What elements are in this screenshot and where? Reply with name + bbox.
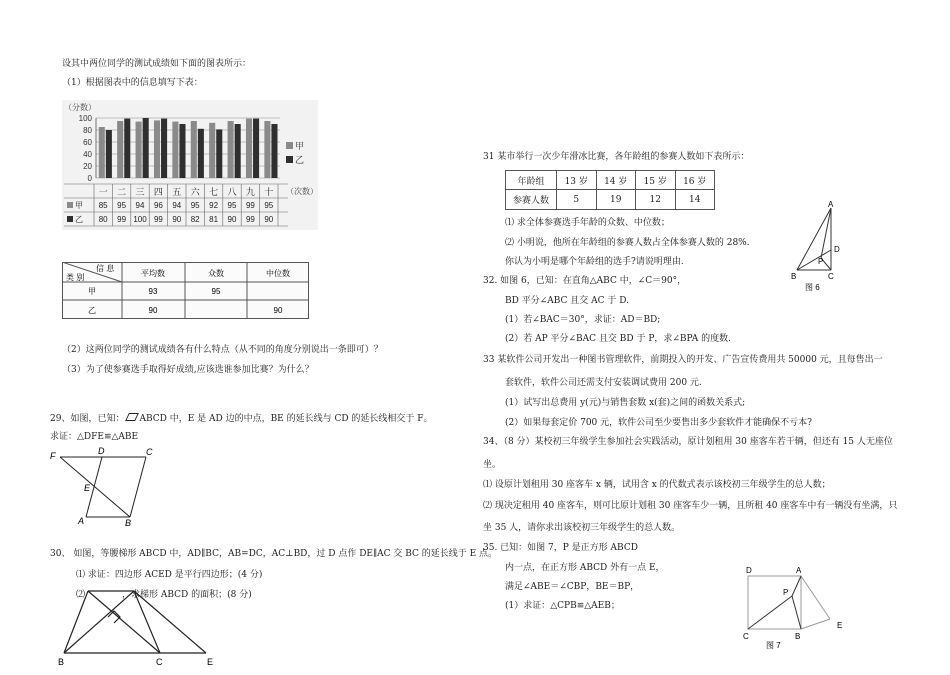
stats-row-yi-mean: 90 xyxy=(148,306,158,315)
fig7-caption: 图 7 xyxy=(766,641,781,650)
participants-13: 5 xyxy=(557,190,597,210)
chart-category-label: 六 xyxy=(190,187,200,197)
chart-value-label: 99 xyxy=(245,215,255,224)
chart-bar-yi xyxy=(179,124,185,178)
problem-35-text: 35. 已知：如图 7，P 是正方形 ABCD xyxy=(483,543,638,553)
figure-7-square xyxy=(740,562,850,654)
figure-29-parallelogram xyxy=(44,445,164,530)
fig7-label-b: B xyxy=(795,632,801,641)
chart-table-series-label: 乙 xyxy=(75,215,83,224)
fig30-label-e: E xyxy=(207,657,214,667)
chart-y-tick-label: 20 xyxy=(83,162,92,171)
chart-value-label: 90 xyxy=(227,215,237,224)
problem-34-part-2: ⑵ 现决定租用 40 座客车，则可比原计划租 30 座客车少一辆，且所租 40 座客车中有一辆没有坐满，只 xyxy=(483,501,898,511)
chart-y-tick-label: 60 xyxy=(83,138,92,147)
fig29-label-c: C xyxy=(146,447,153,457)
chart-bar-yi xyxy=(161,119,167,178)
parallelogram-symbol xyxy=(126,413,140,421)
problem-34-part-1: ⑴ 设原计划租用 30 座客车 x 辆，试用含 x 的代数式表示该校初三年级学生的总人数； xyxy=(483,480,831,490)
stats-row-jia-mode: 95 xyxy=(211,287,221,296)
chart-value-label: 95 xyxy=(190,201,200,210)
chart-bar-jia xyxy=(191,121,197,178)
score-bar-chart xyxy=(62,100,318,230)
problem-29-text xyxy=(50,413,433,425)
chart-bar-yi xyxy=(271,124,277,178)
problem-30-text: 30、 如图，等腰梯形 ABCD 中，AD∥BC，AB=DC，AC⊥BD，过 D 点作 DE∥AC 交 BC 的延长线于 E 点。 xyxy=(50,549,498,559)
fig6-caption: 图 6 xyxy=(805,283,820,292)
stats-row-jia-mean: 93 xyxy=(148,287,158,296)
chart-value-label: 94 xyxy=(172,201,182,210)
chart-y-axis-label: （分数） xyxy=(64,103,96,112)
age-table-header: 年龄组 xyxy=(506,171,557,190)
chart-bar-jia xyxy=(228,121,234,178)
fig6-label-b: B xyxy=(791,272,797,281)
fig7-label-c: C xyxy=(743,632,749,641)
question-1-text: （1）根据图表中的信息填写下表： xyxy=(62,78,203,88)
question-2-text: （2）这两位同学的测试成绩各有什么特点（从不同的角度分别说出一条即可）？ xyxy=(62,345,383,355)
problem-35-part-1: (1）求证：△CPB≌△AEB； xyxy=(505,601,620,611)
problem-32-part-2: (2）若 AP 平分∠BAC 且交 BD 于 P，求∠BPA 的度数. xyxy=(505,334,731,344)
age-table-16: 16 岁 xyxy=(675,171,715,190)
fig7-label-d: D xyxy=(746,566,752,575)
chart-legend-swatch xyxy=(286,142,293,149)
chart-y-tick-label: 80 xyxy=(83,126,92,135)
chart-bar-yi xyxy=(235,124,241,178)
stats-row-jia-name: 甲 xyxy=(88,287,96,296)
chart-legend-swatch xyxy=(286,156,293,163)
chart-category-label: 七 xyxy=(209,187,219,197)
chart-value-label: 100 xyxy=(133,215,147,224)
age-table-14: 14 岁 xyxy=(596,171,636,190)
participants-header: 参赛人数 xyxy=(506,190,557,210)
problem-34-text-b: 坐。 xyxy=(483,460,502,470)
chart-legend-label: 乙 xyxy=(295,155,305,165)
chart-category-label: 三 xyxy=(135,187,145,197)
chart-value-label: 99 xyxy=(117,215,127,224)
chart-bar-jia xyxy=(154,120,160,178)
problem-30-part-1: ⑴ 求证：四边形 ACED 是平行四边形；(4 分) xyxy=(76,570,263,580)
intro-text: 设其中两位同学的测试成绩如下面的图表所示： xyxy=(62,59,252,69)
stats-diag-top: 信 息 xyxy=(96,264,115,273)
chart-value-label: 90 xyxy=(172,215,182,224)
chart-category-label: 五 xyxy=(172,187,182,197)
stats-diag-bottom: 类 别 xyxy=(66,273,85,282)
fig30-label-c: C xyxy=(156,657,163,667)
chart-bar-yi xyxy=(124,119,130,178)
chart-value-label: 85 xyxy=(98,201,108,210)
stats-row-yi-median: 90 xyxy=(273,306,283,315)
chart-bar-yi xyxy=(143,118,149,178)
problem-35-text-b: 内一点，在正方形 ABCD 外有一点 E， xyxy=(505,563,665,573)
fig7-label-p: P xyxy=(783,588,789,597)
problem-33-text-b: 套软件，软件公司还需支付安装调试费用 200 元. xyxy=(505,378,702,388)
chart-table-series-label: 甲 xyxy=(75,201,83,210)
problem-31-part-3: 你认为小明是哪个年龄组的选手?请说明理由. xyxy=(505,257,684,267)
chart-y-tick-label: 0 xyxy=(87,174,92,183)
problem-33-text: 33 某软件公司开发出一种图书管理软件，前期投入的开发、广告宣传费用共 50000 元，且每售出一 xyxy=(483,355,883,365)
chart-bar-jia xyxy=(136,122,142,178)
chart-category-label: 四 xyxy=(153,187,163,197)
figure-6-right-triangle xyxy=(785,198,855,293)
chart-table-swatch xyxy=(67,202,73,208)
question-3-text: （3）为了使参赛选手取得好成绩,应该选谁参加比赛？为什么？ xyxy=(62,365,314,375)
age-group-table xyxy=(505,170,715,210)
chart-category-label: 一 xyxy=(98,187,108,197)
fig30-label-b: B xyxy=(58,657,65,667)
chart-value-label: 81 xyxy=(209,215,219,224)
chart-bar-yi xyxy=(216,129,222,178)
problem-30-part-2-prefix: ⑵ xyxy=(76,590,86,600)
fig7-label-e: E xyxy=(837,621,843,630)
fig29-label-b: B xyxy=(125,518,132,528)
problem-31-part-1: ⑴ 求全体参赛选手年龄的众数、中位数； xyxy=(505,218,670,228)
stats-row-yi-name: 乙 xyxy=(88,306,96,315)
stats-header-mean: 平均数 xyxy=(141,269,165,278)
fig6-label-c: C xyxy=(828,272,834,281)
chart-value-label: 99 xyxy=(153,215,163,224)
chart-value-label: 90 xyxy=(264,215,274,224)
chart-category-label: 二 xyxy=(117,187,127,197)
chart-value-label: 82 xyxy=(190,215,200,224)
chart-value-label: 95 xyxy=(227,201,237,210)
participants-15: 12 xyxy=(636,190,676,210)
chart-category-label: 八 xyxy=(227,187,237,197)
fig6-label-d: D xyxy=(834,245,840,254)
age-table-15: 15 岁 xyxy=(636,171,676,190)
fig29-label-f: F xyxy=(50,451,56,461)
problem-33-part-1: (1）试写出总费用 y(元)与销售套数 x(套)之间的函数关系式; xyxy=(505,398,746,408)
chart-value-label: 96 xyxy=(153,201,163,210)
chart-legend-label: 甲 xyxy=(295,141,305,151)
chart-value-label: 80 xyxy=(98,215,108,224)
problem-29-statement: ABCD 中，E 是 AD 边的中点，BE 的延长线与 CD 的延长线相交于 F。 xyxy=(139,414,433,424)
problem-30-part-2: ，求梯形 ABCD 的面积；(8 分) xyxy=(122,590,252,600)
figure-30-trapezoid xyxy=(56,585,226,670)
fig29-label-a: A xyxy=(78,516,85,526)
chart-y-tick-label: 100 xyxy=(78,114,92,123)
stats-table xyxy=(62,262,310,320)
problem-29-intro: 29、如图，已知： xyxy=(50,414,125,424)
stats-header-mode: 众数 xyxy=(208,269,224,278)
age-table-13: 13 岁 xyxy=(557,171,597,190)
chart-y-tick-label: 40 xyxy=(83,150,92,159)
problem-32-text: 32. 如图 6，已知：在直角△ABC 中，∠C＝90°， xyxy=(483,276,687,286)
fig29-label-e: E xyxy=(84,483,91,493)
chart-value-label: 99 xyxy=(245,201,255,210)
problem-34-text: 34、（8 分）某校初三年级学生参加社会实践活动，原计划租用 30 座客车若干辆，但还有 15 人无座位 xyxy=(483,437,893,447)
problem-35-text-c: 满足∠ABE＝∠CBP，BE＝BP， xyxy=(505,582,640,592)
fig29-label-d: D xyxy=(98,446,105,456)
chart-value-label: 94 xyxy=(135,201,145,210)
problem-32-text-b: BD 平分∠ABC 且交 AC 于 D. xyxy=(505,296,629,306)
problem-32-part-1: (1）若∠BAC＝30°，求证：AD＝BD; xyxy=(505,315,661,325)
participants-16: 14 xyxy=(675,190,715,210)
chart-value-label: 95 xyxy=(117,201,127,210)
chart-bar-jia xyxy=(246,119,252,178)
chart-bar-jia xyxy=(264,121,270,178)
fig7-label-a: A xyxy=(796,566,802,575)
problem-31-text: 31 某市举行一次少年滑冰比赛，各年龄组的参赛人数如下表所示： xyxy=(483,152,750,162)
chart-bar-jia xyxy=(117,121,123,178)
chart-bar-jia xyxy=(99,127,105,178)
chart-table-swatch xyxy=(67,216,73,222)
chart-bar-yi xyxy=(106,130,112,178)
chart-x-axis-label: （次数） xyxy=(286,187,318,196)
problem-29-prove: 求证：△DFE≌△ABE xyxy=(50,432,139,442)
participants-14: 19 xyxy=(596,190,636,210)
chart-value-label: 95 xyxy=(264,201,274,210)
problem-33-part-2: (2）如果每套定价 700 元，软件公司至少要售出多少套软件才能确保不亏本? xyxy=(505,418,812,428)
chart-bar-jia xyxy=(172,122,178,178)
fig6-label-p: P xyxy=(818,257,824,266)
chart-bar-yi xyxy=(253,119,259,178)
problem-31-part-2: ⑵ 小明说，他所在年龄组的参赛人数占全体参赛人数的 28%. xyxy=(505,238,750,248)
chart-value-label: 92 xyxy=(209,201,219,210)
chart-category-label: 九 xyxy=(245,187,255,197)
chart-category-label: 十 xyxy=(264,187,274,197)
stats-header-median: 中位数 xyxy=(266,269,290,278)
chart-bar-yi xyxy=(198,129,204,178)
problem-34-part-3: 坐 35 人，请你求出该校初三年级学生的总人数。 xyxy=(483,523,681,533)
chart-bar-jia xyxy=(209,123,215,178)
fig6-label-a: A xyxy=(828,200,834,209)
